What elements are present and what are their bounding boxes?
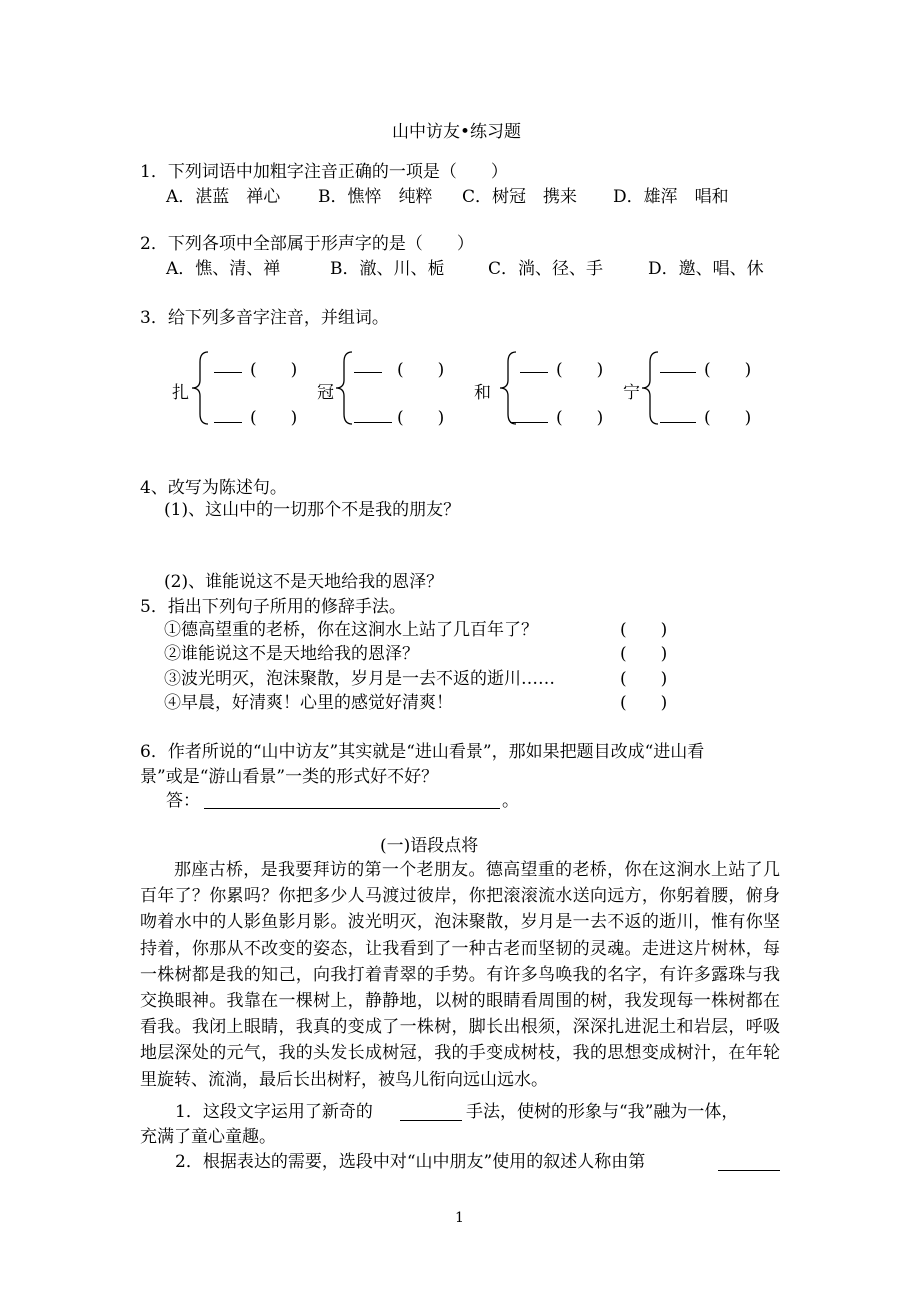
- q3-char-he: 和: [474, 383, 491, 403]
- q1-option-d: D．雄浑 唱和: [613, 187, 729, 207]
- q1-option-c: C．树冠 携来: [462, 187, 578, 207]
- q6-answer-label: 答：: [166, 791, 200, 811]
- q5-item-4: ④早晨，好清爽！心里的感觉好清爽！: [164, 693, 453, 713]
- q6-stem-line2: 景”或是“游山看景”一类的形式好不好？: [140, 767, 439, 787]
- q3-paren: ( ): [704, 360, 752, 380]
- q4-item-1: (1)、这山中的一切那个不是我的朋友？: [164, 500, 461, 520]
- section-item-1-b: 手法，使树的形象与“我”融为一体，: [466, 1102, 739, 1122]
- page-number: 1: [455, 1210, 464, 1226]
- q5-item-2: ②谁能说这不是天地给我的恩泽？: [164, 644, 419, 664]
- q3-stem: 3．给下列多音字注音，并组词。: [140, 308, 389, 328]
- q5-paren: ( ): [620, 669, 668, 689]
- q3-blank[interactable]: [214, 372, 242, 373]
- q4-item-2: (2)、谁能说这不是天地给我的恩泽？: [164, 572, 444, 592]
- q1-option-a: A．湛蓝 禅心: [166, 187, 281, 207]
- q6-answer-end: 。: [502, 791, 519, 811]
- q3-paren: ( ): [397, 360, 445, 380]
- section-item-1-a: 1．这段文字运用了新奇的: [175, 1102, 373, 1122]
- q3-blank[interactable]: [510, 422, 548, 423]
- q5-item-3: ③波光明灭，泡沫聚散，岁月是一去不返的逝川……: [164, 669, 555, 689]
- q3-char-zha: 扎: [172, 383, 189, 403]
- section-item-1-c: 充满了童心童趣。: [140, 1127, 276, 1147]
- q2-option-c: C．淌、径、手: [488, 259, 604, 279]
- q3-blank[interactable]: [660, 422, 696, 423]
- q5-paren: ( ): [620, 644, 668, 664]
- section-item-2: 2．根据表达的需要，选段中对“山中朋友”使用的叙述人称由第: [175, 1152, 646, 1172]
- q5-stem: 5．指出下列句子所用的修辞手法。: [140, 597, 406, 617]
- q3-paren: ( ): [250, 360, 298, 380]
- brace-icon: [640, 350, 660, 426]
- q1-option-b: B．憔悴 纯粹: [318, 187, 433, 207]
- q3-paren: ( ): [704, 408, 752, 428]
- brace-icon: [334, 350, 354, 426]
- q2-option-a: A．憔、清、禅: [166, 259, 281, 279]
- q3-char-guan: 冠: [317, 383, 334, 403]
- q3-paren: ( ): [556, 408, 604, 428]
- section-heading: (一)语段点将: [380, 836, 479, 856]
- section-item-1-blank[interactable]: [400, 1120, 462, 1121]
- brace-icon: [498, 350, 518, 426]
- page-title: 山中访友•练习题: [392, 122, 522, 142]
- q3-blank[interactable]: [214, 422, 242, 423]
- q3-paren: ( ): [250, 408, 298, 428]
- q2-option-d: D．邀、唱、休: [648, 259, 764, 279]
- q6-stem-line1: 6．作者所说的“山中访友”其实就是“进山看景”，那如果把题目改成“进山看: [140, 742, 705, 762]
- q2-stem: 2．下列各项中全部属于形声字的是（ ）: [140, 234, 474, 254]
- q5-item-1: ①德高望重的老桥，你在这涧水上站了几百年了？: [164, 620, 538, 640]
- q4-stem: 4、改写为陈述句。: [140, 478, 287, 498]
- q5-paren: ( ): [620, 693, 668, 713]
- brace-icon: [190, 350, 210, 426]
- section-passage: 那座古桥，是我要拜访的第一个老朋友。德高望重的老桥，你在这涧水上站了几百年了？你累吗？你把多少人马渡过彼岸，你把滚滚流水送向远方，你躬着腰，俯身吻着水中的人影鱼影月影。波光明灭，泡沫聚散，岁月是一去不返的逝川，惟有你坚持着，你那从不改变的姿态，让我看到了一种古老而坚韧的灵魂。走进这片树林，每一株树都是我的知己，向我打着青翠的手势。有许多鸟唤我的名字，有许多露珠与我交换眼神。我靠在一棵树上，静静地，以树的眼睛看周围的树，我发现每一株树都在看我。我闭上眼睛，我真的变成了一株树，脚长出根须，深深扎进泥土和岩层，呼吸地层深处的元气，我的头发长成树冠，我的手变成树枝，我的思想变成树汁，在年轮里旋转、流淌，最后长出树籽，被鸟儿衔向远山远水。: [140, 860, 780, 1090]
- q3-blank[interactable]: [354, 422, 392, 423]
- q3-paren: ( ): [556, 360, 604, 380]
- q1-stem: 1．下列词语中加粗字注音正确的一项是（ ）: [140, 162, 508, 182]
- q3-blank[interactable]: [520, 372, 548, 373]
- q5-paren: ( ): [620, 620, 668, 640]
- q3-blank[interactable]: [660, 372, 696, 373]
- q3-char-ning: 宁: [623, 383, 640, 403]
- q6-answer-blank[interactable]: [204, 808, 500, 809]
- q3-blank[interactable]: [354, 372, 382, 373]
- q2-option-b: B．澈、川、栀: [330, 259, 445, 279]
- q3-paren: ( ): [397, 408, 445, 428]
- section-item-2-blank[interactable]: [718, 1170, 780, 1171]
